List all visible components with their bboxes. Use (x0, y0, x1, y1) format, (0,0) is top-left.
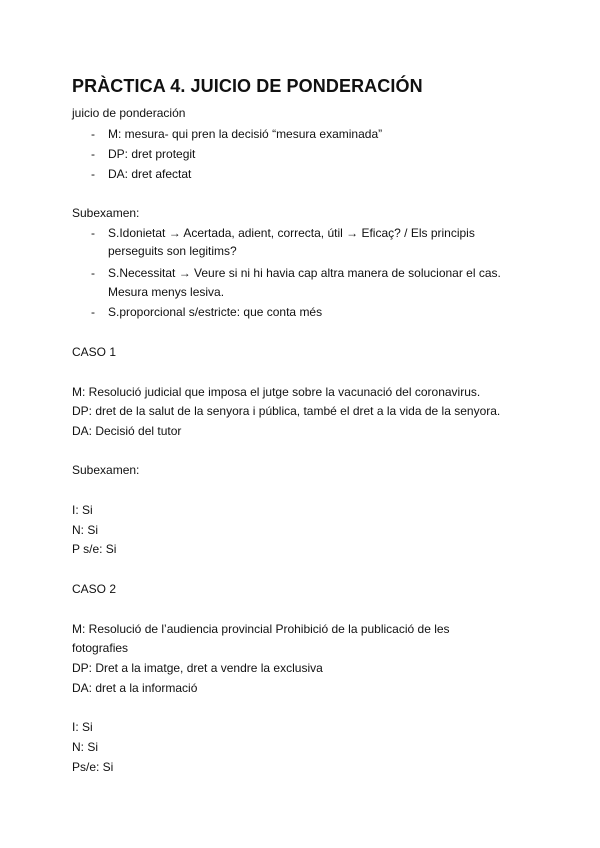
dash-bullet: - (91, 147, 95, 161)
list-item: S.proporcional s/estricte: que conta més (108, 305, 323, 319)
caso2-result: Ps/e: Si (72, 760, 114, 774)
caso2-result: N: Si (72, 740, 99, 754)
caso1-line: DA: Decisió del tutor (72, 424, 182, 438)
list-item-continuation: perseguits son legitims? (108, 244, 237, 258)
caso1-subexamen-heading: Subexamen: (72, 463, 140, 477)
list-item: DA: dret afectat (108, 167, 192, 181)
list-item: DP: dret protegit (108, 147, 196, 161)
caso1-result: N: Si (72, 523, 99, 537)
caso2-line: DP: Dret a la imatge, dret a vendre la exclusiva (72, 661, 323, 675)
caso1-line: DP: dret de la salut de la senyora i pública, també el dret a la vida de la senyora. (72, 404, 501, 418)
list-item: M: mesura- qui pren la decisió “mesura examinada” (108, 127, 383, 141)
dash-bullet: - (91, 167, 95, 181)
caso1-result: I: Si (72, 503, 93, 517)
page-title: PRÀCTICA 4. JUICIO DE PONDERACIÓN (72, 76, 423, 96)
caso1-result: P s/e: Si (72, 542, 117, 556)
caso1-heading: CASO 1 (72, 345, 117, 359)
caso2-result: I: Si (72, 720, 93, 734)
dash-bullet: - (91, 127, 95, 141)
intro-heading: juicio de ponderación (72, 106, 186, 120)
list-item: S.Necessitat → Veure si ni hi havia cap altra manera de solucionar el cas. (108, 266, 501, 280)
dash-bullet: - (91, 226, 95, 240)
subexamen-heading: Subexamen: (72, 206, 140, 220)
list-item: S.Idonietat → Acertada, adient, correcta, útil → Eficaç? / Els principis (108, 226, 475, 240)
caso1-line: M: Resolució judicial que imposa el jutge sobre la vacunació del coronavirus. (72, 385, 481, 399)
dash-bullet: - (91, 305, 95, 319)
caso2-heading: CASO 2 (72, 582, 117, 596)
caso2-line: fotografies (72, 641, 129, 655)
caso2-line: DA: dret a la informació (72, 681, 198, 695)
dash-bullet: - (91, 266, 95, 280)
list-item-continuation: Mesura menys lesiva. (108, 285, 225, 299)
caso2-line: M: Resolució de l’audiencia provincial Prohibició de la publicació de les (72, 622, 450, 636)
